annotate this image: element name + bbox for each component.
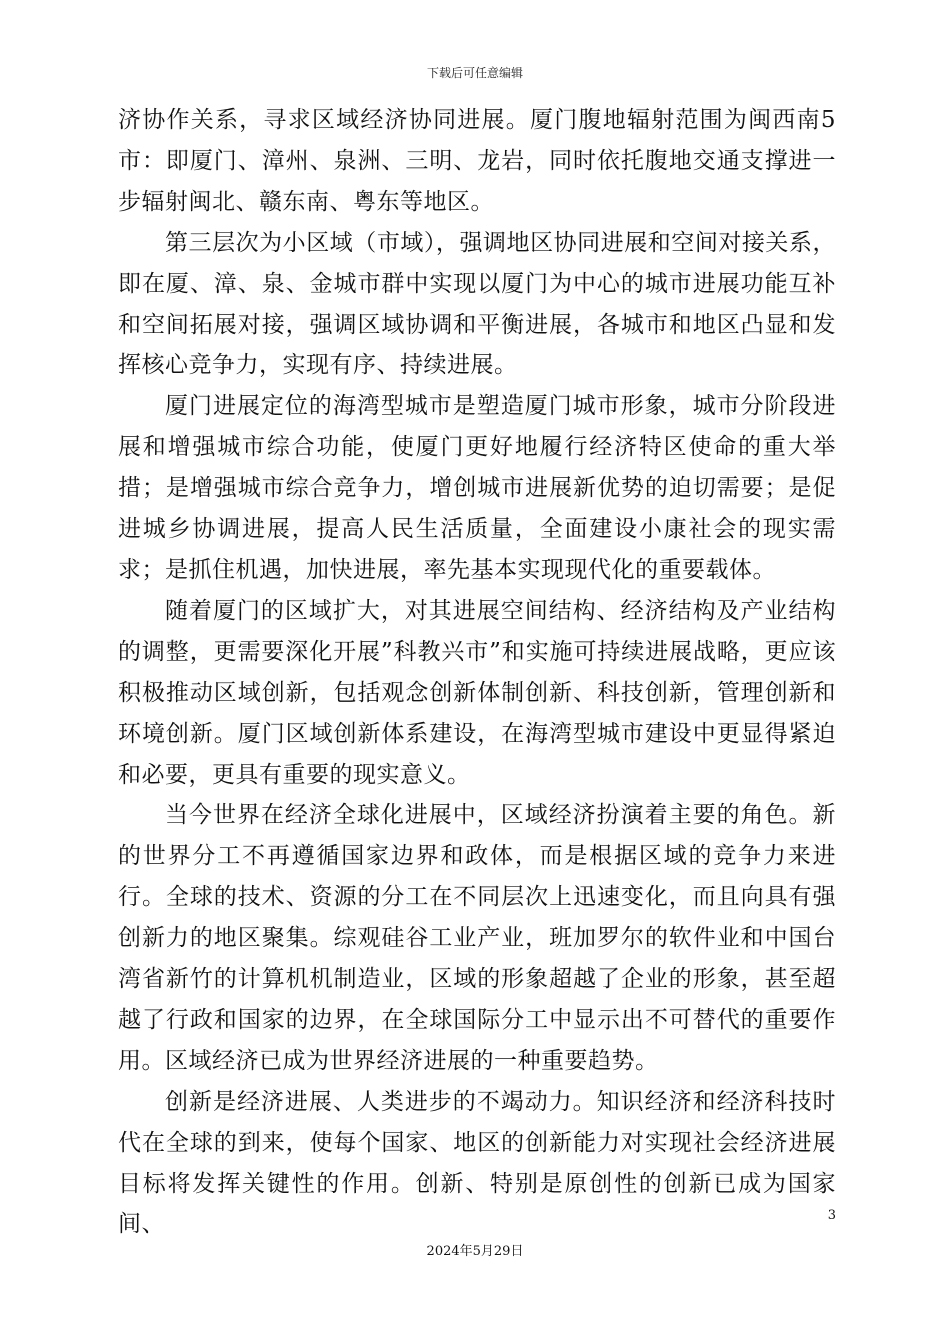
paragraph: 第三层次为小区域（市域），强调地区协同进展和空间对接关系，即在厦、漳、泉、金城市群中实现以厦门为中心的城市进展功能互补和空间拓展对接，强调区域协调和平衡进展，各城市和地区凸显和发挥核心竞争力，实现有序、持续进展。 <box>118 229 836 379</box>
page-number: 3 <box>827 1208 836 1223</box>
page-header-note: 下载后可任意编辑 <box>426 66 523 80</box>
paragraph: 随着厦门的区域扩大，对其进展空间结构、经济结构及产业结构的调整，更需要深化开展”科教兴市”和实施可持续进展战略，更应该积极推动区域创新，包括观念创新体制创新、科技创新，管理创新和环境创新。厦门区域创新体系建设，在海湾型城市建设中更显得紧迫和必要，更具有重要的现实意义。 <box>118 597 836 788</box>
paragraph: 创新是经济进展、人类进步的不竭动力。知识经济和经济科技时代在全球的到来，使每个国家、地区的创新能力对实现社会经济进展目标将发挥关键性的作用。创新、特别是原创性的创新已成为国家间、 <box>118 1088 836 1238</box>
paragraph-continuation: 济协作关系，寻求区域经济协同进展。厦门腹地辐射范围为闽西南5市：即厦门、漳州、泉洲、三明、龙岩，同时依托腹地交通支撑进一步辐射闽北、赣东南、粤东等地区。 <box>118 107 836 215</box>
body-text <box>118 100 836 1245</box>
page-footer-date: 2024年5月29日 <box>426 1244 524 1259</box>
paragraph: 当今世界在经济全球化进展中，区域经济扮演着主要的角色。新的世界分工不再遵循国家边界和政体，而是根据区域的竞争力来进行。全球的技术、资源的分工在不同层次上迅速变化，而且向具有强创新力的地区聚集。综观硅谷工业产业，班加罗尔的软件业和中国台湾省新竹的计算机机制造业，区域的形象超越了企业的形象，甚至超越了行政和国家的边界，在全球国际分工中显示出不可替代的重要作用。区域经济已成为世界经济进展的一种重要趋势。 <box>118 802 836 1074</box>
paragraph: 厦门进展定位的海湾型城市是塑造厦门城市形象，城市分阶段进展和增强城市综合功能，使厦门更好地履行经济特区使命的重大举措；是增强城市综合竞争力，增创城市进展新优势的迫切需要；是促进城乡协调进展，提高人民生活质量，全面建设小康社会的现实需求；是抓住机遇，加快进展，率先基本实现现代化的重要载体。 <box>118 393 836 583</box>
